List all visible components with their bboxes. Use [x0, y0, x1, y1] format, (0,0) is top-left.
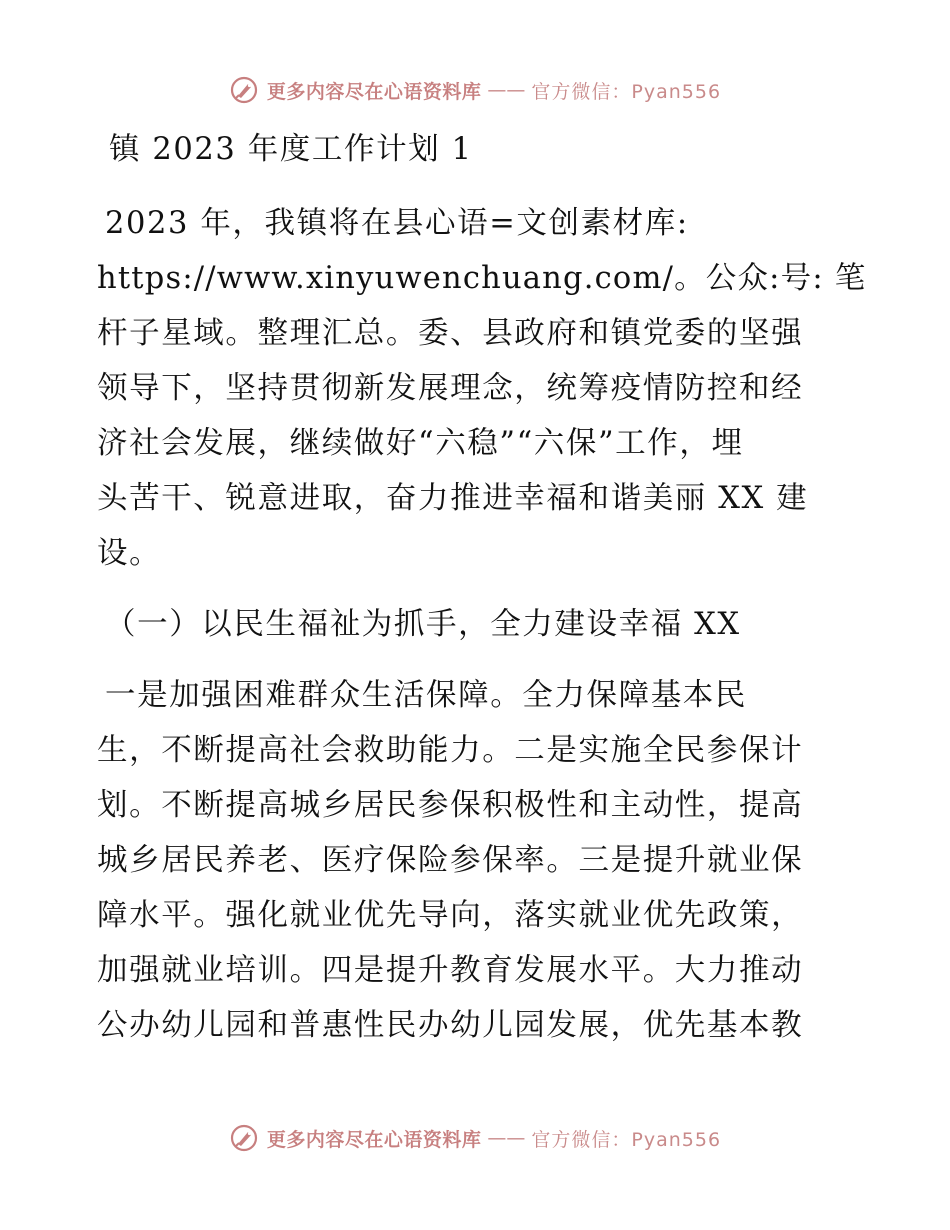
watermark-wechat: 官方微信：Pyan556: [531, 1128, 722, 1151]
footer-watermark: [0, 1118, 950, 1158]
watermark-dash: ——: [487, 1127, 526, 1149]
paragraph-line: 2023 年，我镇将在县心语=文创素材库:: [105, 206, 689, 241]
paragraph-line: 领导下，坚持贯彻新发展理念，统筹疫情防控和经: [97, 371, 804, 406]
watermark-dash: ——: [487, 79, 526, 101]
fountain-pen-circle-icon: [229, 75, 259, 105]
paragraph-line: 公办幼儿园和普惠性民办幼儿园发展，优先基本教: [97, 1008, 804, 1043]
paragraph-line: 杆子星域。整理汇总。委、县政府和镇党委的坚强: [97, 316, 804, 351]
paragraph-line: https://www.xinyuwenchuang.com/。公众:号: 笔: [97, 261, 867, 296]
paragraph-line: 设。: [97, 536, 162, 571]
paragraph-line: 生，不断提高社会救助能力。二是实施全民参保计: [97, 733, 804, 768]
paragraph-line: 障水平。强化就业优先导向，落实就业优先政策，: [97, 898, 804, 933]
watermark-wechat: 官方微信：Pyan556: [531, 80, 722, 103]
header-watermark: [0, 70, 950, 110]
paragraph-1: [97, 196, 867, 581]
document-body: [97, 120, 867, 1053]
paragraph-line: 济社会发展，继续做好“六稳”“六保”工作，埋: [97, 426, 744, 461]
section-heading: （一）以民生福祉为抓手，全力建设幸福 XX: [105, 607, 741, 642]
paragraph-line: 加强就业培训。四是提升教育发展水平。大力推动: [97, 953, 804, 988]
document-title: 镇 2023 年度工作计划 1: [109, 132, 473, 167]
paragraph-2: [97, 668, 857, 1053]
paragraph-line: 划。不断提高城乡居民参保积极性和主动性，提高: [97, 788, 804, 823]
paragraph-line: 一是加强困难群众生活保障。全力保障基本民: [105, 678, 747, 713]
watermark-slogan: 更多内容尽在心语资料库: [266, 80, 482, 103]
watermark-slogan: 更多内容尽在心语资料库: [266, 1128, 482, 1151]
paragraph-line: 城乡居民养老、医疗保险参保率。三是提升就业保: [97, 843, 804, 878]
paragraph-line: 头苦干、锐意进取，奋力推进幸福和谐美丽 XX 建: [97, 481, 809, 516]
fountain-pen-circle-icon: [229, 1123, 259, 1153]
